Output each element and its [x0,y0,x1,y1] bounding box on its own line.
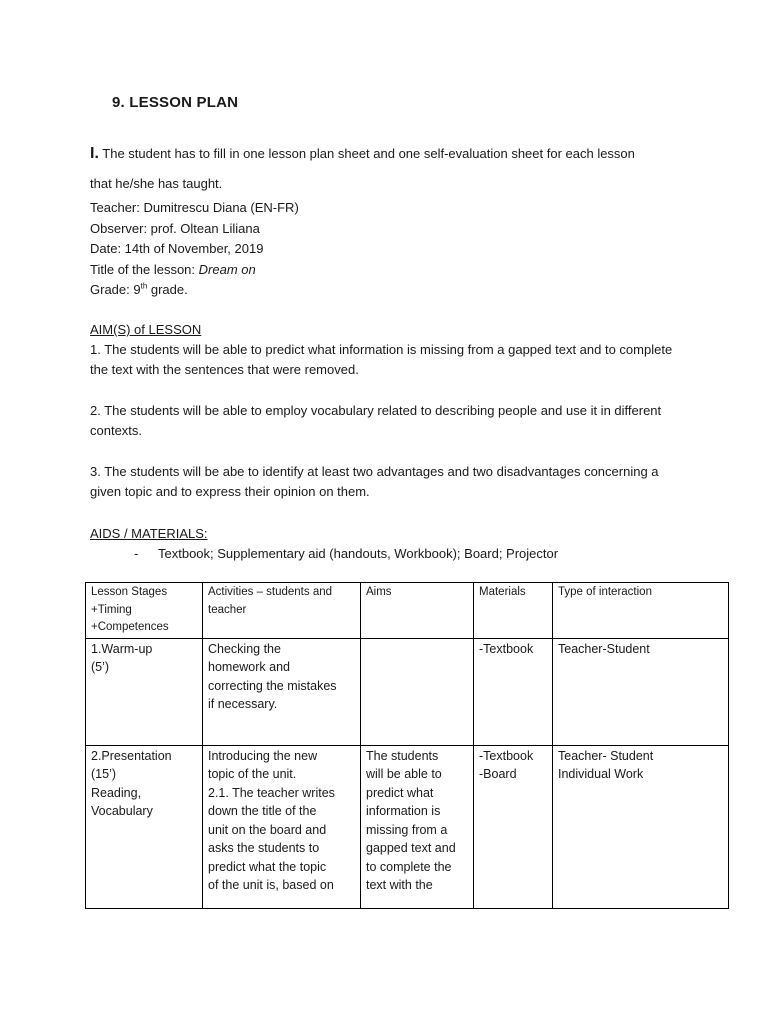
aims-section [90,320,690,502]
lesson-plan-table [85,582,729,909]
materials-cell: -Textbook [474,638,553,745]
header-materials: Materials [474,583,553,639]
lesson-title-line [90,260,710,281]
table-header-row [86,583,729,639]
lesson-title-value: Dream on [198,261,256,277]
intro-roman-numeral: I. [90,145,99,162]
lesson-info [90,198,710,301]
observer-line: Observer: prof. Oltean Liliana [90,220,260,236]
grade-suffix: grade. [147,282,188,297]
date-line: Date: 14th of November, 2019 [90,241,264,256]
intro-line-1 [90,139,710,169]
section-heading: 9. LESSON PLAN [112,94,239,111]
materials-text: Textbook; Supplementary aid (handouts, Workbook); Board; Projector [158,546,559,561]
aim-item-1: 1. The students will be able to predict what information is missing from a gapped text and to complete the text with the sentences that were removed. [90,342,673,377]
interaction-cell: Teacher- Student Individual Work [553,745,729,908]
header-aims: Aims [361,583,474,639]
grade-superscript: th [140,281,148,291]
bullet-dash: - [134,546,139,561]
stage-cell: 1.Warm-up (5’) [86,638,203,745]
header-activities: Activities – students and teacher [203,583,361,639]
grade-line [90,280,710,301]
materials-cell: -Textbook -Board [474,745,553,908]
header-interaction: Type of interaction [553,583,729,639]
stage-cell: 2.Presentation (15’) Reading, Vocabulary [86,745,203,908]
materials-list-item [90,544,710,564]
aim-item-3: 3. The students will be abe to identify at least two advantages and two disadvantages concerning a given topic and to express their opinion on them. [90,464,659,499]
table-row [86,745,729,908]
table-row [86,638,729,745]
activities-cell: Introducing the new topic of the unit. 2.1. The teacher writes down the title of the unit on the board and asks the students to predict what the topic of the unit is, based on [203,745,361,908]
header-stages: Lesson Stages +Timing +Competences [86,583,203,639]
interaction-cell: Teacher-Student [553,638,729,745]
aim-item-2: 2. The students will be able to employ vocabulary related to describing people and use it in different contexts. [90,403,662,438]
materials-section [90,524,710,564]
aims-cell: The students will be able to predict what information is missing from a gapped text and to complete the text with the [361,745,474,908]
intro-text-1: The student has to fill in one lesson plan sheet and one self-evaluation sheet for each lesson [98,146,635,161]
intro-paragraph [90,139,710,199]
lesson-title-label: Title of the lesson: [90,261,199,277]
activities-cell: Checking the homework and correcting the mistakes if necessary. [203,638,361,745]
teacher-line: Teacher: Dumitrescu Diana (EN-FR) [90,200,299,215]
intro-line-2: that he/she has taught. [90,176,223,191]
grade-prefix: Grade: 9 [90,282,141,297]
materials-title: AIDS / MATERIALS: [90,526,208,541]
aims-title: AIM(S) of LESSON [90,322,202,337]
aims-cell [361,638,474,745]
